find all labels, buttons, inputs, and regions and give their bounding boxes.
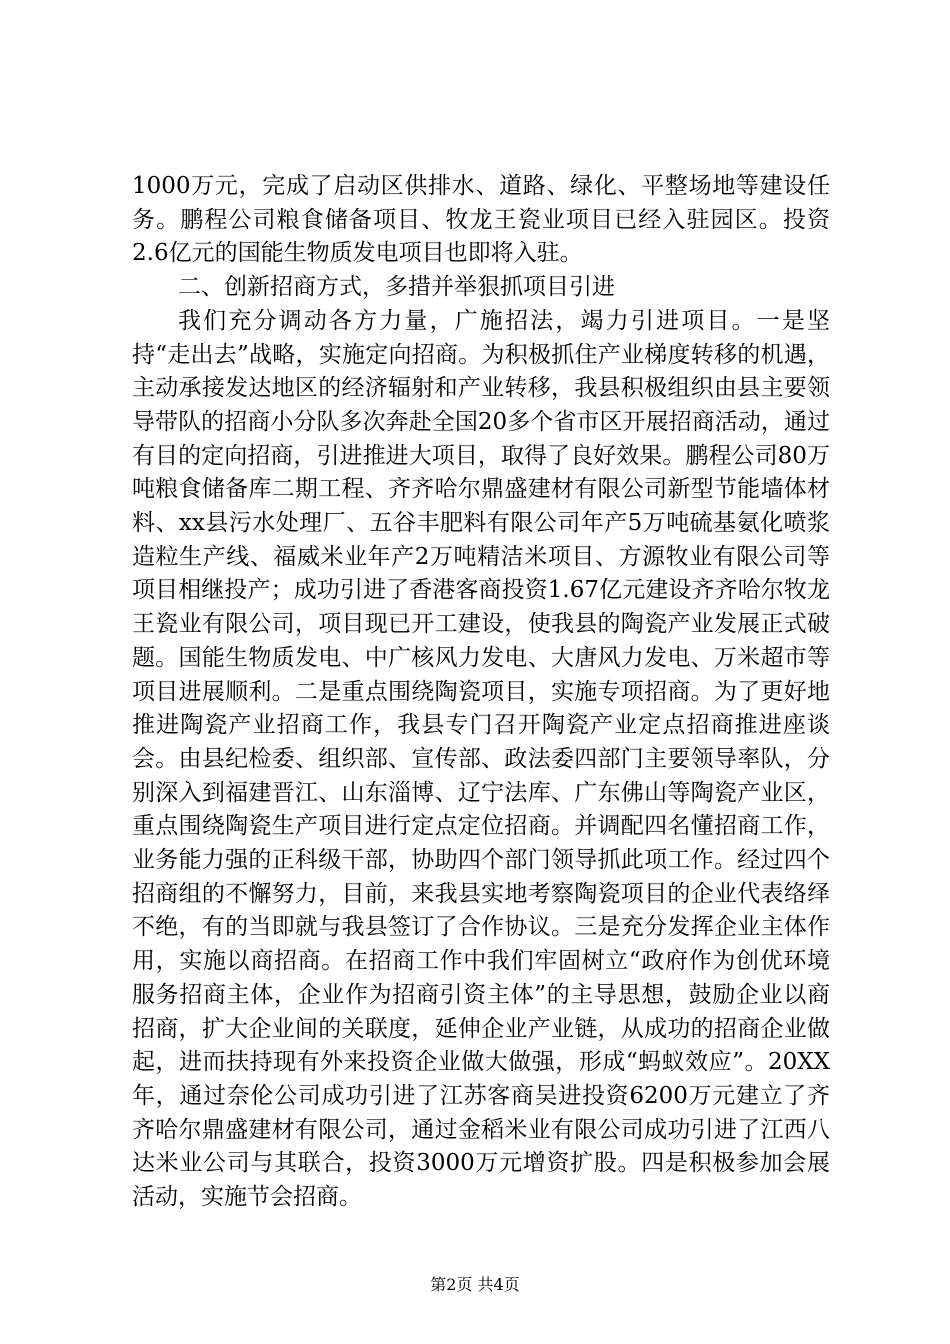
paragraph-1: 1000万元，完成了启动区供排水、道路、绿化、平整场地等建设任务。鹏程公司粮食储备项目、牧龙王瓷业项目已经入驻园区。投资2.6亿元的国能生物质发电项目也即将入驻。 bbox=[132, 173, 830, 267]
document-body bbox=[132, 170, 830, 1215]
section-heading: 二、创新招商方式，多措并举狠抓项目引进 bbox=[178, 274, 615, 301]
page-footer: 第2页 共4页 bbox=[430, 1275, 520, 1294]
paragraph-2: 我们充分调动各方力量，广施招法，竭力引进项目。一是坚持“走出去”战略，实施定向招商。为积极抓住产业梯度转移的机遇，主动承接发达地区的经济辐射和产业转移，我县积极组织由县主要领导带队的招商小分队多次奔赴全国20多个省市区开展招商活动，通过有目的定向招商，引进推进大项目，取得了良好效果。鹏程公司80万吨粮食储备库二期工程、齐齐哈尔鼎盛建材有限公司新型节能墙体材料、xx县污水处理厂、五谷丰肥料有限公司年产5万吨硫基氨化喷浆造粒生产线、福威米业年产2万吨精洁米项目、方源牧业有限公司等项目相继投产；成功引进了香港客商投资1.67亿元建设齐齐哈尔牧龙王瓷业有限公司，项目现已开工建设，使我县的陶瓷产业发展正式破题。国能生物质发电、中广核风力发电、大唐风力发电、万米超市等项目进展顺利。二是重点围绕陶瓷项目，实施专项招商。为了更好地推进陶瓷产业招商工作，我县专门召开陶瓷产业定点招商推进座谈会。由县纪检委、组织部、宣传部、政法委四部门主要领导率队，分别深入到福建晋江、山东淄博、辽宁法库、广东佛山等陶瓷产业区，重点围绕陶瓷生产项目进行定点定位招商。并调配四名懂招商工作，业务能力强的正科级干部，协助四个部门领导抓此项工作。经过四个招商组的不懈努力，目前，来我县实地考察陶瓷项目的企业代表络绎不绝，有的当即就与我县签订了合作协议。三是充分发挥企业主体作用，实施以商招商。在招商工作中我们牢固树立“政府作为创优环境服务招商主体，企业作为招商引资主体”的主导思想，鼓励企业以商招商，扩大企业间的关联度，延伸企业产业链，从成功的招商企业做起，进而扶持现有外来投资企业做大做强，形成“蚂蚁效应”。20XX年，通过奈伦公司成功引进了江苏客商吴进投资6200万元建立了齐齐哈尔鼎盛建材有限公司，通过金稻米业有限公司成功引进了江西八达米业公司与其联合，投资3000万元增资扩股。四是积极参加会展活动，实施节会招商。 bbox=[132, 307, 830, 1211]
